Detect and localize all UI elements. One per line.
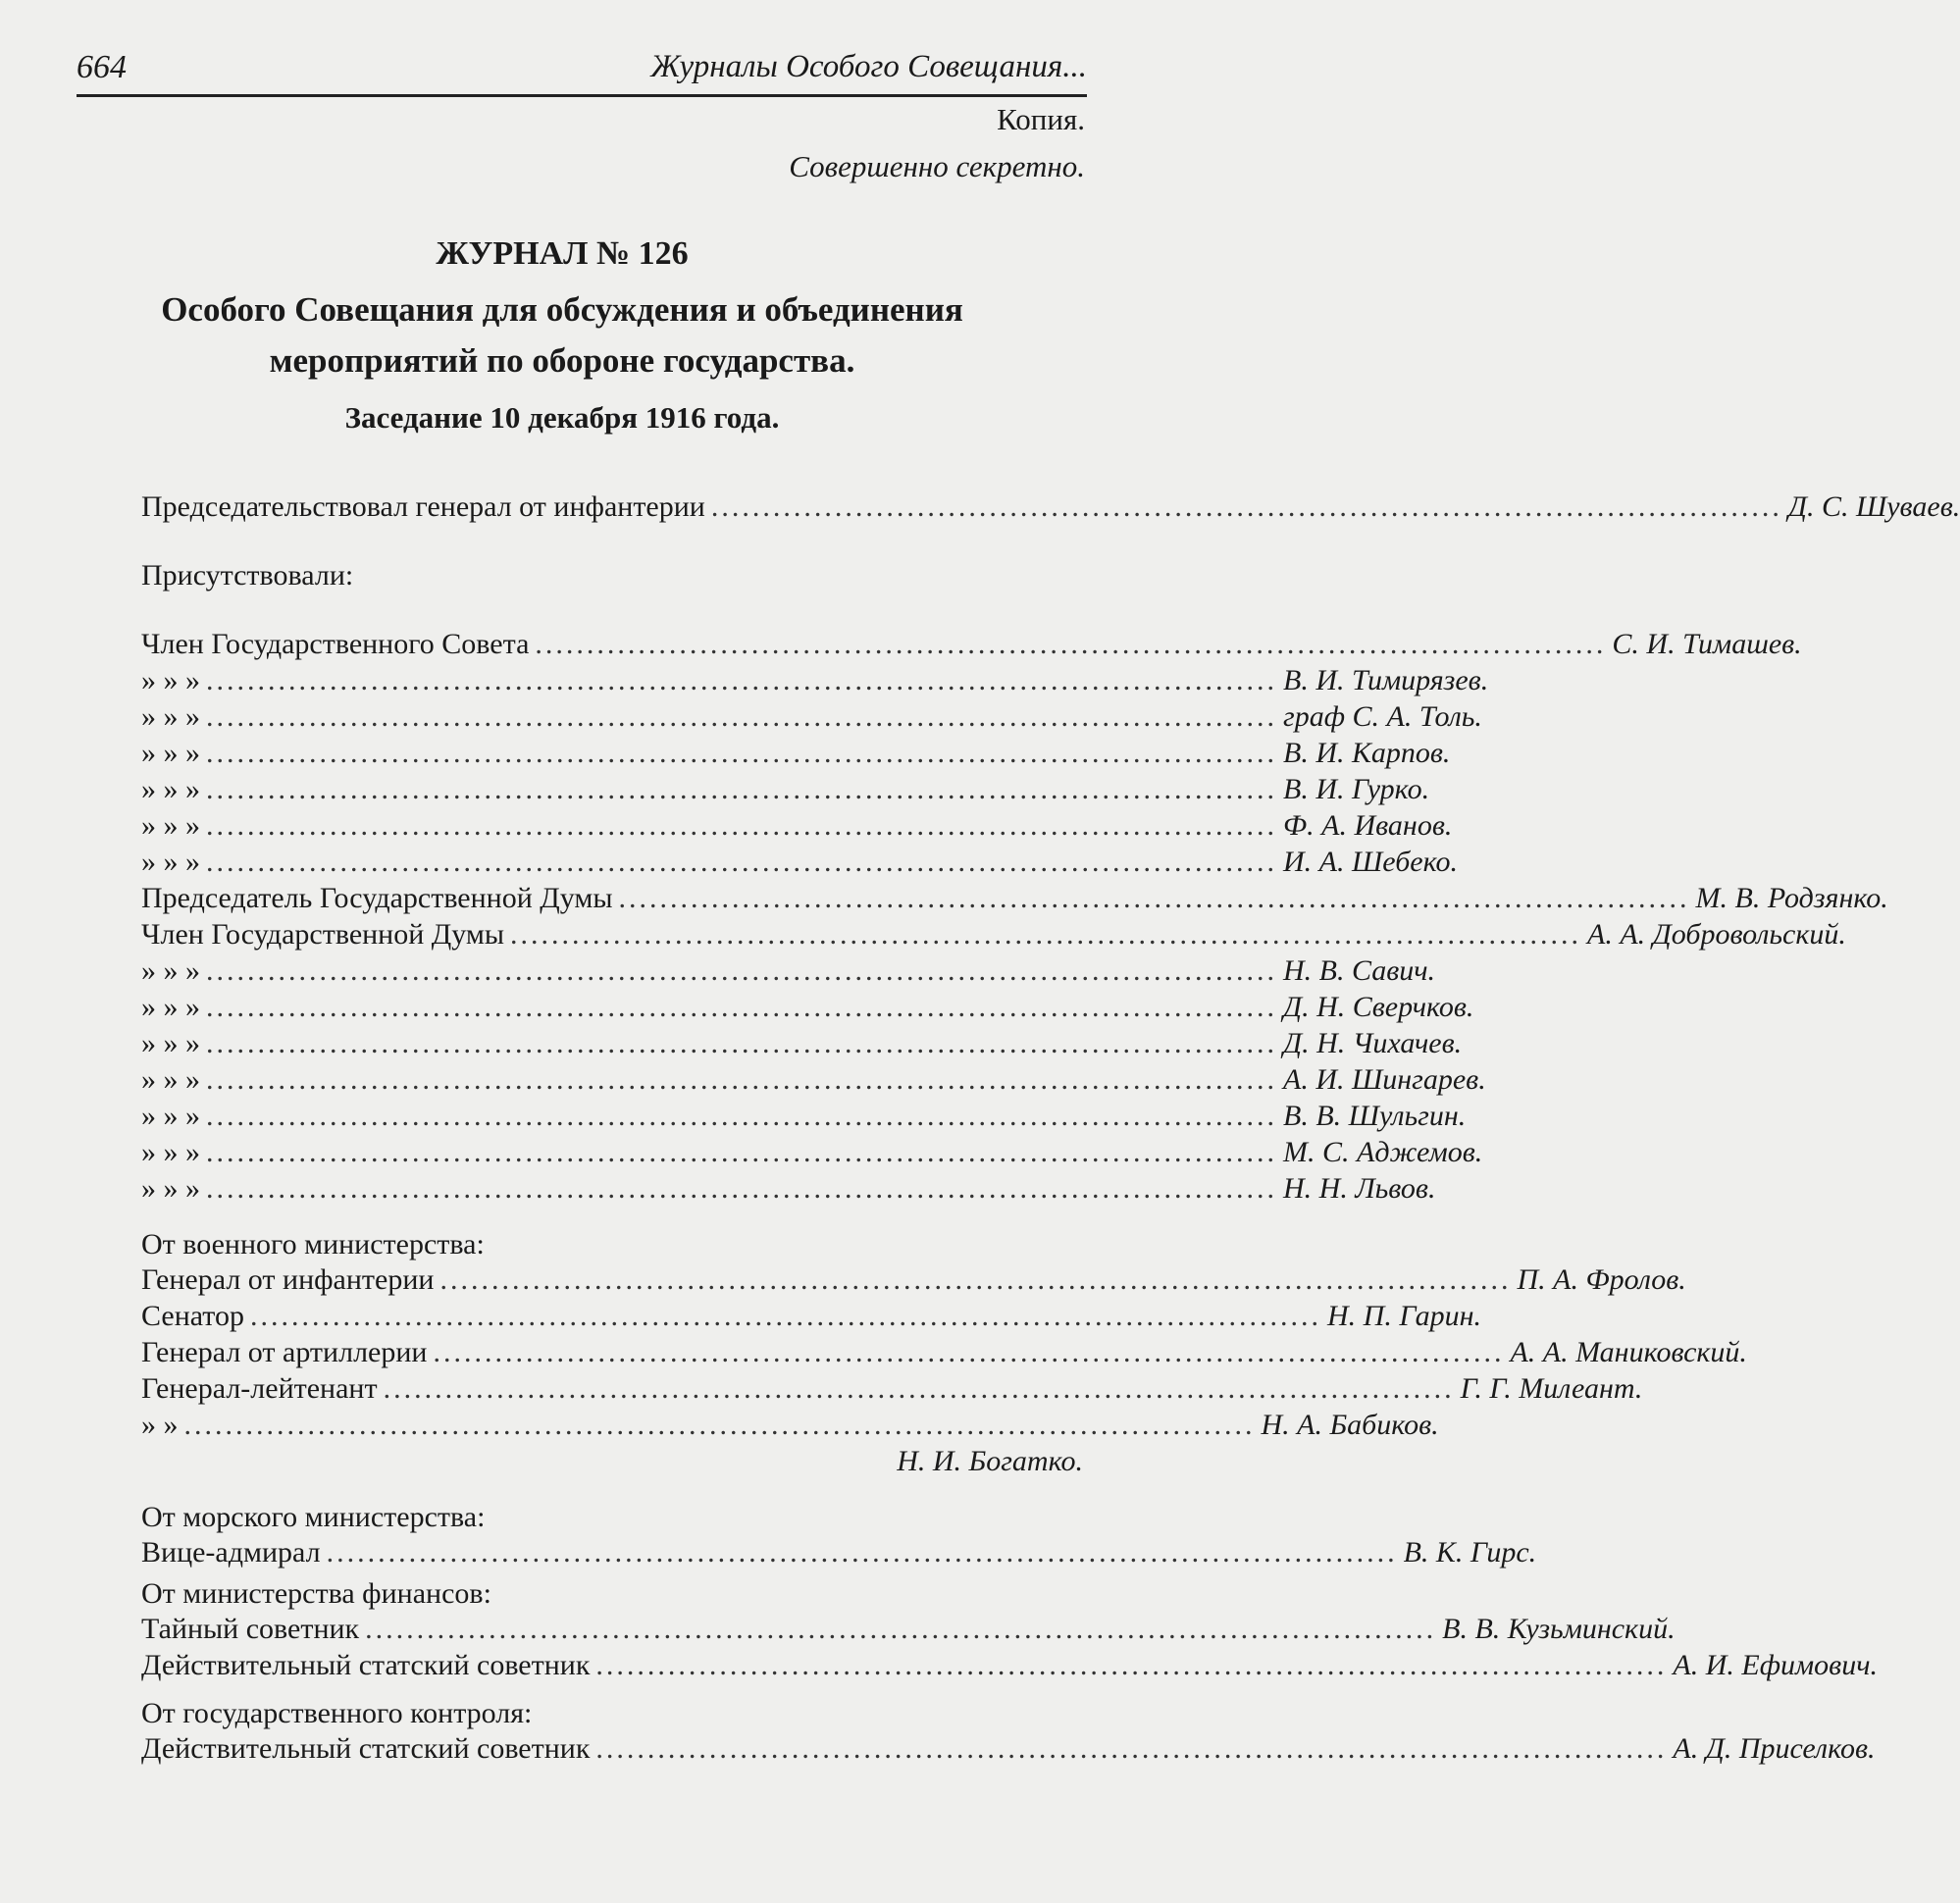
leader-dots: ........................................................................................................ [206,991,1277,1023]
finance-ministry-label: От министерства финансов: [141,1577,491,1610]
row-label: Член Государственной Думы [141,918,505,951]
row-name: С. И. Тимашев. [1612,628,1802,660]
attendee-row [141,737,1451,776]
leader-dots: ........................................................................................................ [206,1063,1277,1096]
row-name: А. А. Маниковский. [1510,1336,1747,1368]
row-name: В. К. Гирс. [1403,1536,1537,1569]
attendee-row [141,1300,1482,1339]
leader-dots: ........................................................................................................ [710,490,1782,523]
row-label: » » » [141,1027,200,1059]
row-label: Председатель Государственной Думы [141,882,613,914]
navy-ministry-label: От морского министерства: [141,1501,486,1533]
row-name: М. В. Родзянко. [1695,882,1888,914]
row-label: Тайный советник [141,1613,360,1645]
attendee-row [141,1732,1876,1772]
attendee-row [141,1372,1643,1412]
row-label: » » » [141,954,200,987]
row-name: Д. Н. Сверчков. [1283,991,1474,1023]
row-name: В. И. Гурко. [1283,773,1430,805]
leader-dots: ........................................................................................................ [206,1027,1277,1059]
present-label: Присутствовали: [141,559,354,591]
row-name: Н. А. Бабиков. [1261,1409,1439,1441]
row-name: Н. В. Савич. [1283,954,1436,987]
leader-dots: ........................................................................................................ [595,1732,1668,1765]
row-label: » » [141,1409,179,1441]
attendee-row [141,882,1888,921]
row-label: Председательствовал генерал от инфантерии [141,490,705,523]
leader-dots: ........................................................................................................ [618,882,1690,914]
attendee-row [141,1445,1083,1484]
row-name: Д. С. Шуваев. [1787,490,1960,523]
leader-dots: ........................................................................................................ [433,1336,1505,1368]
journal-title-line2: мероприятий по обороне государства. [269,341,855,380]
row-name: М. С. Аджемов. [1283,1136,1483,1168]
row-name: В. В. Шульгин. [1283,1100,1467,1132]
row-name: Н. И. Богатко. [897,1445,1083,1477]
row-label: » » » [141,1100,200,1132]
attendee-row [141,846,1458,885]
row-name: Н. Н. Львов. [1283,1172,1436,1205]
attendee-row [141,773,1430,812]
row-label: Действительный статский советник [141,1732,591,1765]
attendee-row [141,1063,1486,1103]
chair-row [141,490,1960,530]
row-label: » » » [141,1172,200,1205]
row-name: Г. Г. Милеант. [1460,1372,1643,1405]
row-label: Действительный статский советник [141,1649,591,1681]
attendee-row [141,628,1802,667]
row-label: » » » [141,1063,200,1096]
row-label: » » » [141,737,200,769]
secret-mark: Совершенно секретно. [789,149,1085,183]
row-name: А. И. Шингарев. [1283,1063,1486,1096]
row-name: А. Д. Приселков. [1673,1732,1876,1765]
attendee-row [141,1613,1676,1652]
leader-dots: ........................................................................................................ [206,664,1277,696]
row-name: И. А. Шебеко. [1283,846,1458,878]
attendee-row [141,918,1846,957]
row-label: » » » [141,664,200,696]
journal-title-line1: Особого Совещания для обсуждения и объединения [161,290,963,329]
copy-mark: Копия. [997,102,1085,136]
row-name: граф С. А. Толь. [1283,700,1482,733]
leader-dots: ........................................................................................................ [250,1300,1321,1332]
attendee-row [141,954,1436,994]
leader-dots: ........................................................................................................ [206,809,1277,842]
attendee-row [141,1027,1463,1066]
attendee-row [141,809,1453,849]
attendee-row [141,1100,1467,1139]
leader-dots: ........................................................................................................ [383,1372,1455,1405]
row-label: Член Государственного Совета [141,628,530,660]
row-label: Генерал от артиллерии [141,1336,428,1368]
leader-dots: ........................................................................................................ [183,1409,1256,1441]
leader-dots: ........................................................................................................ [206,846,1277,878]
page-header [77,45,1087,97]
attendee-row [141,664,1489,703]
row-name: А. А. Добровольский. [1587,918,1846,951]
war-ministry-label: От военного министерства: [141,1228,485,1260]
leader-dots: ........................................................................................................ [206,773,1277,805]
leader-dots: ........................................................................................................ [326,1536,1398,1569]
leader-dots: ........................................................................................................ [206,954,1277,987]
leader-dots: ........................................................................................................ [439,1263,1512,1296]
row-label: » » » [141,846,200,878]
leader-dots: ........................................................................................................ [595,1649,1668,1681]
row-label: Сенатор [141,1300,244,1332]
attendee-row [141,1172,1436,1211]
attendee-row [141,1336,1747,1375]
journal-number: ЖУРНАЛ № 126 [436,235,689,272]
attendee-row [141,1536,1537,1575]
row-name: В. В. Кузьминский. [1442,1613,1676,1645]
attendee-row [141,1263,1686,1303]
attendee-row [141,1409,1439,1448]
row-name: Д. Н. Чихачев. [1283,1027,1463,1059]
attendee-row [141,991,1474,1030]
row-label: » » » [141,991,200,1023]
row-name: В. И. Тимирязев. [1283,664,1489,696]
running-title: Журналы Особого Совещания... [650,49,1087,84]
row-name: П. А. Фролов. [1517,1263,1686,1296]
row-label: » » » [141,700,200,733]
leader-dots: ........................................................................................................ [206,737,1277,769]
state-control-label: От государственного контроля: [141,1697,533,1729]
leader-dots: ........................................................................................................ [206,700,1277,733]
row-label: » » » [141,1136,200,1168]
row-label: Вице-адмирал [141,1536,321,1569]
session-date: Заседание 10 декабря 1916 года. [344,400,780,435]
row-label: » » » [141,809,200,842]
row-name: А. И. Ефимович. [1673,1649,1879,1681]
row-label: » » » [141,773,200,805]
leader-dots: ........................................................................................................ [535,628,1607,660]
attendee-row [141,1136,1483,1175]
leader-dots: ........................................................................................................ [510,918,1582,951]
row-name: Н. П. Гарин. [1327,1300,1482,1332]
attendee-row [141,1649,1879,1688]
leader-dots: ........................................................................................................ [206,1100,1277,1132]
row-name: Ф. А. Иванов. [1283,809,1453,842]
attendee-row [141,700,1482,740]
row-label: Генерал от инфантерии [141,1263,435,1296]
leader-dots: ........................................................................................................ [206,1172,1277,1205]
leader-dots: ........................................................................................................ [206,1136,1277,1168]
page-number: 664 [77,49,127,85]
leader-dots: ........................................................................................................ [365,1613,1437,1645]
row-label: Генерал-лейтенант [141,1372,378,1405]
row-name: В. И. Карпов. [1283,737,1451,769]
